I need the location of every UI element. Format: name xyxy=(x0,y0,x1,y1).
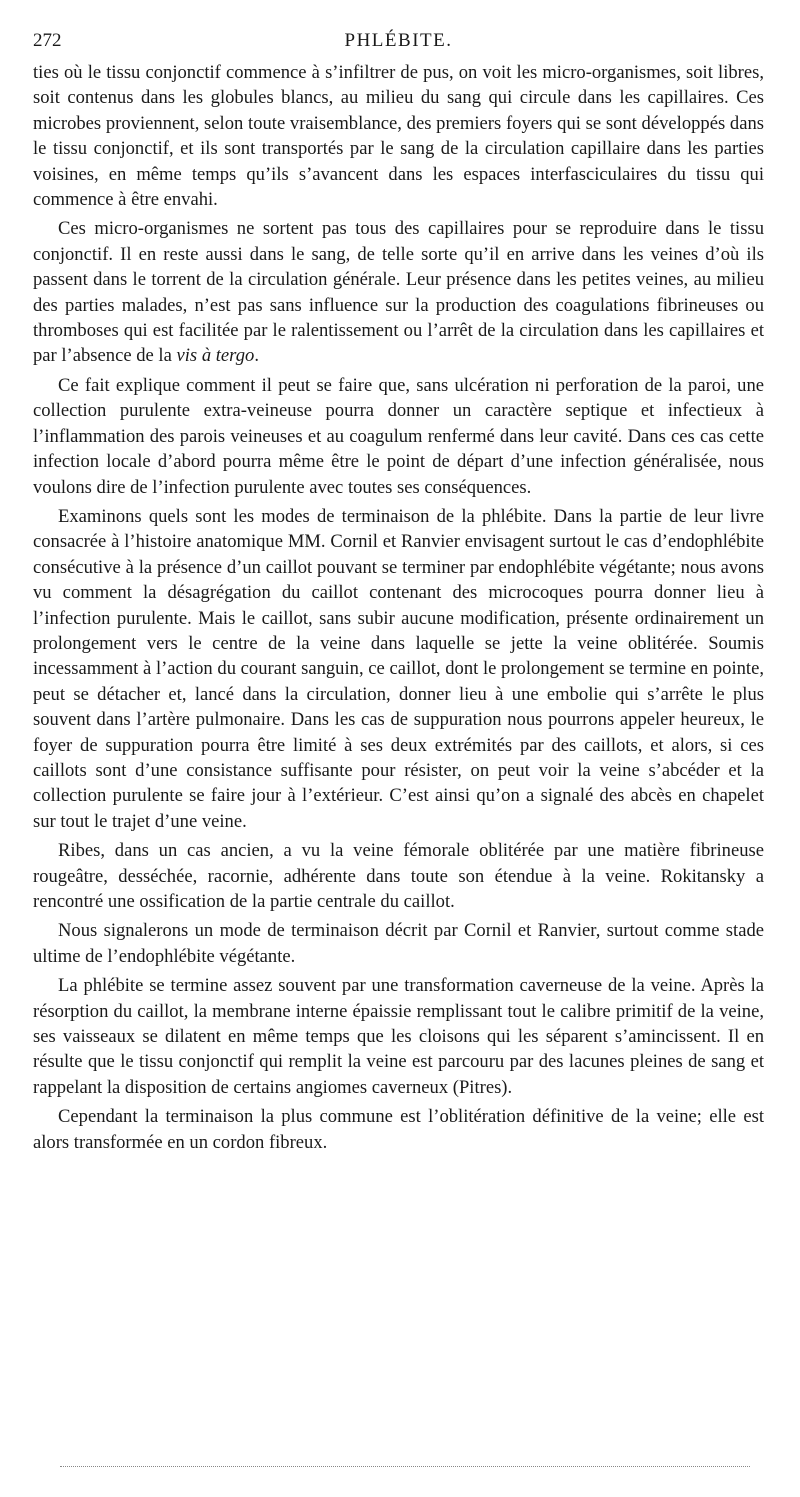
running-title: PHLÉBITE. xyxy=(344,30,453,51)
paragraph-4 xyxy=(33,504,764,834)
paragraph-8 xyxy=(33,1104,764,1155)
paragraph-1-text: ties où le tissu conjonctif commence à s’infiltrer de pus, on voit les micro-organismes, soit libres, soit contenus dans les globules blancs, au milieu du sang qui circule dans les capillaires. Ces microbes proviennent, selon toute vraisemblance, des premiers foyers qui se sont développés dans le tissu conjonctif, et ils sont transportés par le sang de la circulation capillaire dans les parties voisines, en même temps qu’ils s’avancent dans les espaces interfasciculaires du tissu qui commence à être envahi. xyxy=(33,62,764,211)
paragraph-5-text: Ribes, dans un cas ancien, a vu la veine fémorale oblitérée par une matière fibrineuse rougeâtre, desséchée, racornie, adhérente dans toute son étendue à la veine. Rokitansky a rencontré une ossification de la partie centrale du caillot. xyxy=(33,840,764,912)
paragraph-5 xyxy=(33,838,764,914)
paragraph-7 xyxy=(33,973,764,1100)
paragraph-3 xyxy=(33,373,764,500)
paragraph-6-text: Nous signalerons un mode de terminaison décrit par Cornil et Ranvier, surtout comme stade ultime de l’endophlébite végétante. xyxy=(33,920,764,967)
paragraph-6 xyxy=(33,918,764,969)
paragraph-3-text: Ce fait explique comment il peut se faire que, sans ulcération ni perforation de la paroi, une collection purulente extra-veineuse pourra donner un caractère septique et infectieux à l’inflammation des parois veineuses et au coagulum renfermé dans leur cavité. Dans ces cas cette infection locale d’abord pourra même être le point de départ d’une infection généralisée, nous voulons dire de l’infection purulente avec toutes ses conséquences. xyxy=(33,374,764,498)
paragraph-2 xyxy=(33,216,764,368)
paragraph-1 xyxy=(33,60,764,212)
page-number: 272 xyxy=(33,30,62,51)
paragraph-7-text: La phlébite se termine assez souvent par une transformation caverneuse de la veine. Après la résorption du caillot, la membrane interne épaissie remplissant tout le calibre primitif de la veine, ses vaisseaux se dilatent en même temps que les cloisons qui les séparent s’amincissent. Il en résulte que le tissu conjonctif qui remplit la veine est parcouru par des lacunes pleines de sang et rappelant la disposition de certains angiomes caverneux (Pitres). xyxy=(33,975,764,1098)
paragraph-2-end: . xyxy=(254,345,259,367)
paragraph-8-text: Cependant la terminaison la plus commune est l’oblitération définitive de la veine; elle est alors transformée en un cordon fibreux. xyxy=(33,1106,764,1153)
paragraph-4-text: Examinons quels sont les modes de terminaison de la phlébite. Dans la partie de leur livre consacrée à l’histoire anatomique MM. Cornil et Ranvier envisagent surtout le cas d’endophlébite consécutive à la présence d’un caillot pouvant se terminer par endophlébite végétante; nous avons vu comment la désagrégation du caillot contenant des microcoques pourra donner lieu à l’infection purulente. Mais le caillot, sans subir aucune modification, présente ordinairement un prolongement vers le centre de la veine dans laquelle se jette la veine oblitérée. Soumis incessamment à l’action du courant sanguin, ce caillot, dont le prolongement se termine en pointe, peut se détacher et, lancé dans la circulation, donner lieu à une embolie qui s’arrête le plus souvent dans l’artère pulmonaire. Dans les cas de suppuration nous pourrons appeler heureux, le foyer de suppuration pourra être limité à ses deux extrémités par des caillots, et alors, si ces caillots sont d’une consistance suffisante pour résister, on peut voir la veine s’abcéder et la collection purulente se faire jour à l’extérieur. C’est ainsi qu’on a signalé des abcès en chapelet sur tout le trajet d’une veine. xyxy=(33,505,764,832)
running-head xyxy=(33,26,764,60)
bottom-rule xyxy=(60,1466,750,1467)
body-text xyxy=(33,60,764,1155)
paragraph-2-text: Ces micro-organismes ne sortent pas tous des capillaires pour se reproduire dans le tissu conjonctif. Il en reste aussi dans le sang, de telle sorte qu’il en arrive dans les veines d’où ils passent dans le torrent de la circulation générale. Leur présence dans les petites veines, au milieu des parties malades, n’est pas sans influence sur la production des coagulations fibrineuses ou thromboses qui est facilitée par le ralentissement ou l’arrêt de la circulation dans les capillaires et par l’absence de la xyxy=(33,218,764,367)
paragraph-2-latin-phrase: vis à tergo xyxy=(176,345,255,367)
book-page xyxy=(33,26,764,1159)
